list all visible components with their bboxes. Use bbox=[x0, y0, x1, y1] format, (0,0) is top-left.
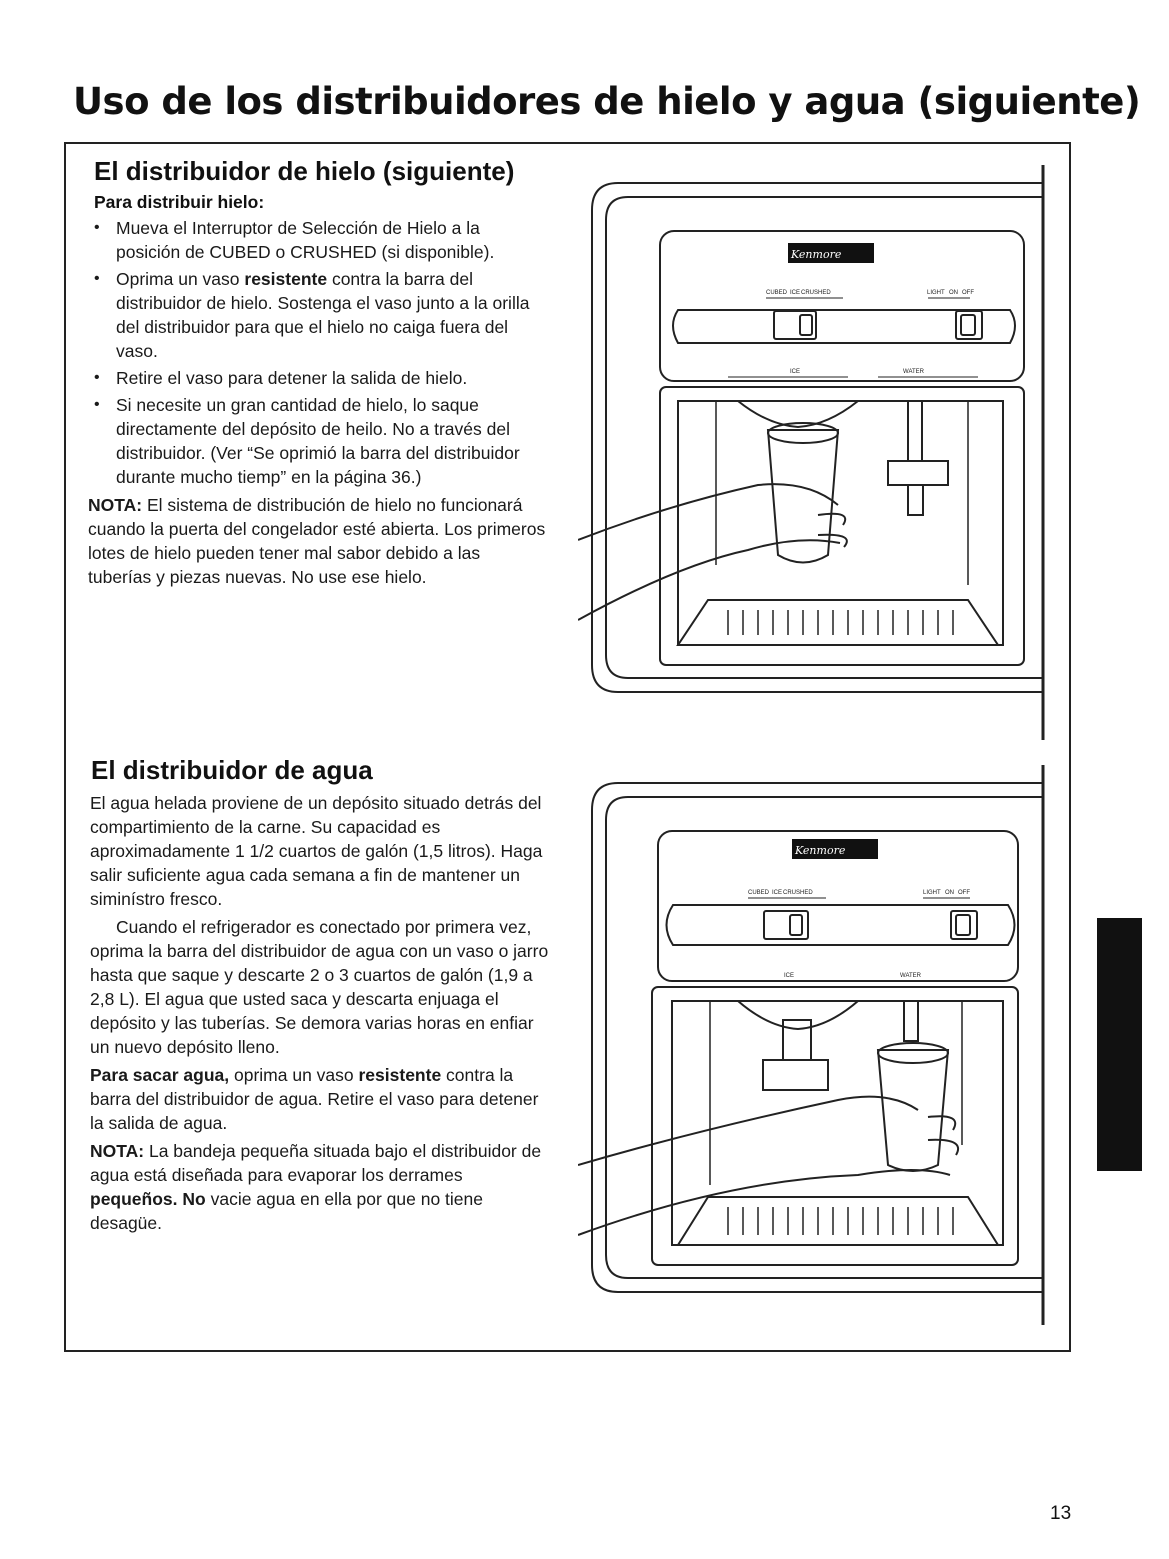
ice-subheading: Para distribuir hielo: bbox=[94, 192, 265, 212]
panel-label-off: OFF bbox=[962, 290, 974, 296]
water-note-part-1: La bandeja pequeña situada bajo el distribuidor de agua está diseñada para evaporar los derrames bbox=[90, 1141, 542, 1185]
water-instructions bbox=[90, 791, 550, 1239]
ice-note-text: El sistema de distribución de hielo no funcionará cuando la puerta del congelador esté abierta. Los primeros lotes de hielo pueden tener mal sabor debido a las tuberías y piezas nuevas. No use ese hielo. bbox=[88, 495, 546, 587]
water-p3-mid: oprima un vaso bbox=[229, 1065, 359, 1085]
panel-label-light-2: LIGHT bbox=[923, 890, 941, 896]
water-paragraph-1: El agua helada proviene de un depósito situado detrás del compartimiento de la carne. Su capacidad es aproximadamente 1 1/2 cuartos de galón (1,5 litros). Haga salir suficiente agua cada semana a fin de mantener un siminístro fresco. bbox=[90, 793, 543, 909]
water-paragraph-3 bbox=[90, 1063, 550, 1135]
panel-label-on: ON bbox=[949, 290, 958, 296]
frame-left-border bbox=[64, 143, 66, 1352]
ice-section-heading: El distribuidor de hielo (siguiente) bbox=[94, 156, 515, 186]
panel-label-water: WATER bbox=[903, 369, 924, 375]
ice-dispenser-illustration bbox=[578, 165, 1048, 740]
section-tab-marker bbox=[1097, 918, 1142, 1171]
panel-label-ice: ICE bbox=[790, 290, 801, 296]
panel-label-crushed-2: CRUSHED bbox=[783, 890, 813, 896]
panel-label-water-2: WATER bbox=[900, 973, 921, 979]
water-p3-end: contra la barra del distribuidor de agua. Retire el vaso para detener la salida de agua. bbox=[90, 1065, 539, 1133]
page-number: 13 bbox=[1050, 1503, 1072, 1524]
ice-bullet-2-bold: resistente bbox=[244, 269, 328, 289]
water-p3-bold-2: resistente bbox=[358, 1065, 442, 1085]
ice-bullet-2 bbox=[88, 267, 548, 363]
ice-note-label: NOTA: bbox=[88, 495, 143, 515]
frame-bottom-border bbox=[64, 1350, 1071, 1352]
water-paragraph-2: Cuando el refrigerador es conectado por primera vez, oprima la barra del distribuidor de agua con un vaso o jarro hasta que saque y descarte 2 o 3 cuartos de galón (1,9 a 2,8 L). El agua que usted saca y descarta enjuaga el depósito y las tuberías. Se demora varias horas en enfiar un nuevo depósito lleno. bbox=[90, 917, 549, 1057]
ice-instructions bbox=[88, 216, 548, 593]
water-dispenser-illustration bbox=[578, 765, 1048, 1330]
ice-bullet-2-suffix: contra la barra del distribuidor de hielo. Sostenga el vaso junto a la orilla del distribuidor para que el hielo no caiga fuera del vaso. bbox=[116, 269, 530, 361]
water-section-heading: El distribuidor de agua bbox=[91, 755, 373, 785]
panel-label-on-2: ON bbox=[945, 890, 954, 896]
frame-right-border bbox=[1069, 143, 1071, 1352]
water-note-bold-2: No bbox=[177, 1189, 206, 1209]
water-note-label: NOTA: bbox=[90, 1141, 145, 1161]
ice-bullet-2-prefix: Oprima un vaso bbox=[116, 269, 245, 289]
svg-text:Kenmore: Kenmore bbox=[791, 248, 842, 261]
water-note-bold-1: pequeños. bbox=[90, 1189, 178, 1209]
ice-bullet-4: • Si necesite un gran cantidad de hielo, lo saque directamente del depósito de heilo. No a través del distribuidor. (Ver “Se oprimió la barra del distribuidor durante mucho tiemp” en la página 36.) bbox=[88, 393, 548, 489]
ice-bullet-3: • Retire el vaso para detener la salida de hielo. bbox=[88, 366, 548, 390]
panel-label-ice-bottom-2: ICE bbox=[784, 973, 795, 979]
panel-label-crushed: CRUSHED bbox=[801, 290, 831, 296]
panel-label-cubed-2: CUBED bbox=[748, 890, 770, 896]
water-note-part-2: vacie agua en ella por que no tiene desagüe. bbox=[90, 1189, 484, 1233]
panel-label-light: LIGHT bbox=[927, 290, 945, 296]
panel-label-cubed: CUBED bbox=[766, 290, 788, 296]
ice-note bbox=[88, 493, 548, 589]
ice-bullet-list bbox=[88, 216, 548, 489]
page-title: Uso de los distribuidores de hielo y agua (siguiente) bbox=[73, 80, 1141, 123]
svg-text:Kenmore: Kenmore bbox=[795, 844, 846, 857]
ice-bullet-1: • Mueva el Interruptor de Selección de Hielo a la posición de CUBED o CRUSHED (si disponible). bbox=[88, 216, 548, 264]
panel-label-ice-bottom: ICE bbox=[790, 369, 801, 375]
panel-label-ice-2: ICE bbox=[772, 890, 783, 896]
title-rule bbox=[64, 142, 1071, 144]
panel-label-off-2: OFF bbox=[958, 890, 970, 896]
water-p3-bold-1: Para sacar agua, bbox=[90, 1065, 230, 1085]
water-note bbox=[90, 1139, 550, 1235]
